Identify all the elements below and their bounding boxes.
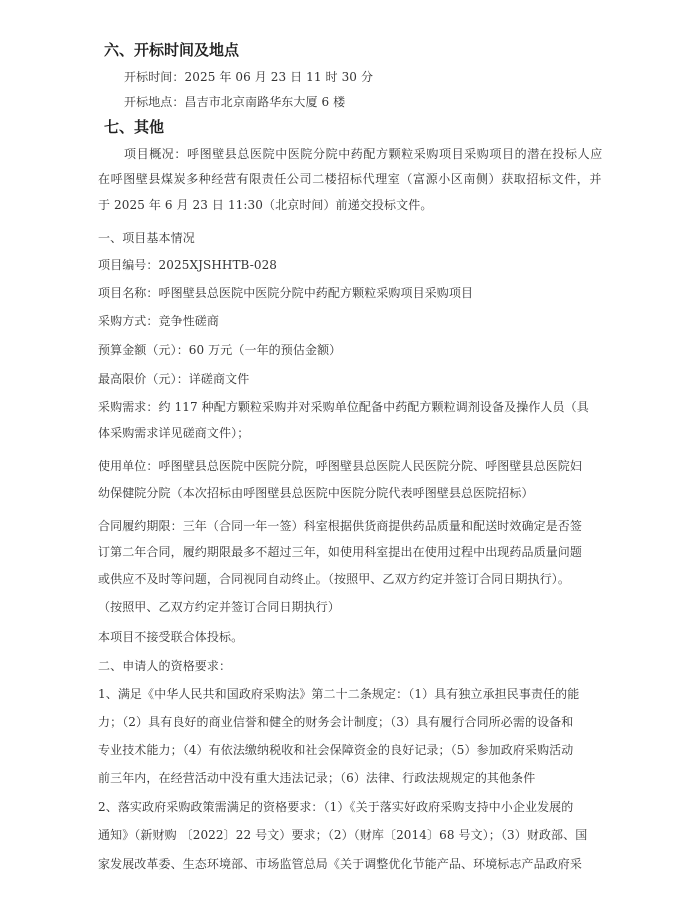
opening-place: 开标地点：昌吉市北京南路华东大厦 6 楼 [124,95,346,109]
basic-info-heading: 一、项目基本情况 [98,231,195,245]
contract-line-1: 合同履约期限：三年（合同一年一签）科室根据供货商提供药品质量和配送时效确定是否签 [98,519,583,533]
procurement-method: 采购方式：竞争性磋商 [98,314,220,328]
qual1-line-2: 力；（2）具有良好的商业信誉和健全的财务会计制度；（3）具有履行合同所必需的设备和 [98,715,574,729]
consortium-note: 本项目不接受联合体投标。 [98,630,244,644]
project-name: 项目名称：呼图壁县总医院中医院分院中药配方颗粒采购项目采购项目 [98,286,474,300]
user-unit-line-2: 幼保健院分院（本次招标由呼图壁县总医院中医院分院代表呼图壁县总医院招标） [98,486,534,500]
max-price: 最高限价（元）：详磋商文件 [98,372,250,386]
demand-line-1: 采购需求：约 117 种配方颗粒采购并对采购单位配备中药配方颗粒调剂设备及操作人员（具 [98,400,589,414]
contract-line-3: 或供应不及时等问题，合同视同自动终止。（按照甲、乙双方约定并签订合同日期执行）。 [98,572,571,586]
project-number: 项目编号：2025XJSHHTB-028 [98,258,278,272]
qualification-heading: 二、申请人的资格要求： [98,659,232,673]
overview-line-2: 在呼图壁县煤炭多种经营有限责任公司二楼招标代理室（富源小区南侧）获取招标文件，并 [98,172,603,186]
contract-line-2: 订第二年合同，履约期限最多不超过三年，如使用科室提出在使用过程中出现药品质量问题 [98,545,583,559]
opening-time: 开标时间：2025 年 06 月 23 日 11 时 30 分 [124,70,374,84]
budget-amount: 预算金额（元）：60 万元（一年的预估金额） [98,343,342,357]
overview-line-1: 项目概况：呼图壁县总医院中医院分院中药配方颗粒采购项目采购项目的潜在投标人应 [124,147,603,161]
qual1-line-1: 1、满足《中华人民共和国政府采购法》第二十二条规定：（1）具有独立承担民事责任的能 [98,687,580,701]
user-unit-line-1: 使用单位：呼图壁县总医院中医院分院，呼图壁县总医院人民医院分院、呼图壁县总医院妇 [98,459,583,473]
section6-heading: 六、开标时间及地点 [104,41,240,59]
section7-heading: 七、其他 [104,118,165,136]
qual2-line-2: 通知》（新财购 〔2022〕22 号文）要求；（2）（财库〔2014〕68 号文）；（3）财政部、国 [98,828,588,842]
qual1-line-3: 专业技术能力；（4）有依法缴纳税收和社会保障资金的良好记录；（5）参加政府采购活动 [98,743,574,757]
contract-note: （按照甲、乙双方约定并签订合同日期执行） [98,600,341,614]
qual1-line-4: 前三年内，在经营活动中没有重大违法记录；（6）法律、行政法规规定的其他条件 [98,771,536,785]
qual2-line-3: 家发展改革委、生态环境部、市场监管总局《关于调整优化节能产品、环境标志产品政府采 [98,857,583,871]
overview-line-3: 于 2025 年 6 月 23 日 11:30（北京时间）前递交投标文件。 [98,198,433,212]
demand-line-2: 体采购需求详见磋商文件）； [98,426,250,440]
qual2-line-1: 2、落实政府采购政策需满足的资格要求：（1）《关于落实好政府采购支持中小企业发展的 [98,800,574,814]
